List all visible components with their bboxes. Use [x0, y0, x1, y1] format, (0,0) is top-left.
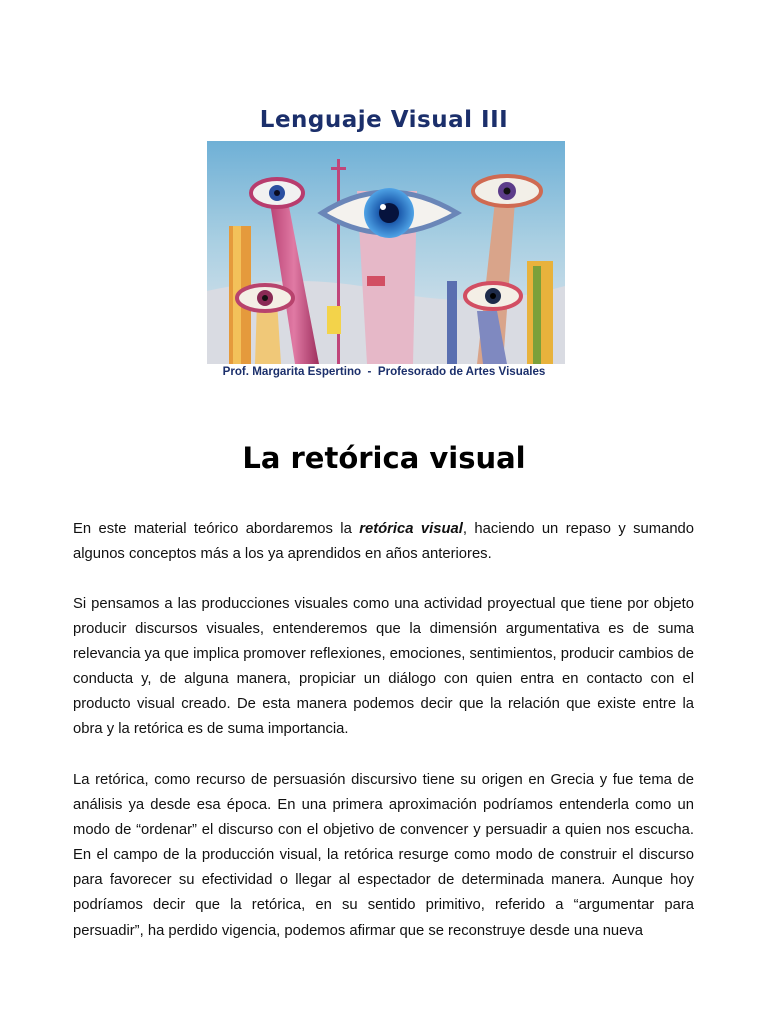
paragraph-visual-productions: Si pensamos a las producciones visuales como una actividad proyectual que tiene por objeto producir discursos visuales, entenderemos que la dimensión argumentativa es de suma relevancia ya que implica promover reflexiones, emociones, sentimientos, producir cambios de conducta y, de alguna manera, propiciar un diálogo con quien entra en contacto con el producto visual creado. De esta manera podemos decir que la relación que existe entre la obra y la retórica es de suma importancia. — [73, 596, 694, 738]
author-credit: Prof. Margarita Espertino - Profesorado de Artes Visuales — [222, 365, 546, 378]
paragraph-intro-text-end: , haciendo un repaso y sumando algunos conceptos más a los ya aprendidos en años anteriores. — [73, 521, 695, 563]
paragraph-rhetoric-origin: La retórica, como recurso de persuasión discursivo tiene su origen en Grecia y fue tema de análisis ya desde esa época. En una primera aproximación podríamos entenderla como un modo de “ordenar” el discurso con el objetivo de convencer y persuadir a quien nos escucha. En el campo de la producción visual, la retórica resurge como modo de construir el discurso para favorecer su efectividad o llegar al espectador de determinada manera. Aunque hoy podríamos decir que la retórica, en su sentido primitivo, referido a “argumentar para persuadir”, ha perdido vigencia, podemos afirmar que se reconstruye desde una nueva — [73, 772, 694, 939]
emphasized-term: retórica visual — [359, 521, 463, 537]
header-title: Lenguaje Visual III — [259, 107, 509, 133]
surreal-eyes-painting — [207, 141, 565, 364]
paragraph-intro — [73, 517, 694, 567]
paragraph-intro-text-start: En este material teórico abordaremos la — [73, 521, 360, 537]
document-title: La retórica visual — [242, 441, 526, 475]
